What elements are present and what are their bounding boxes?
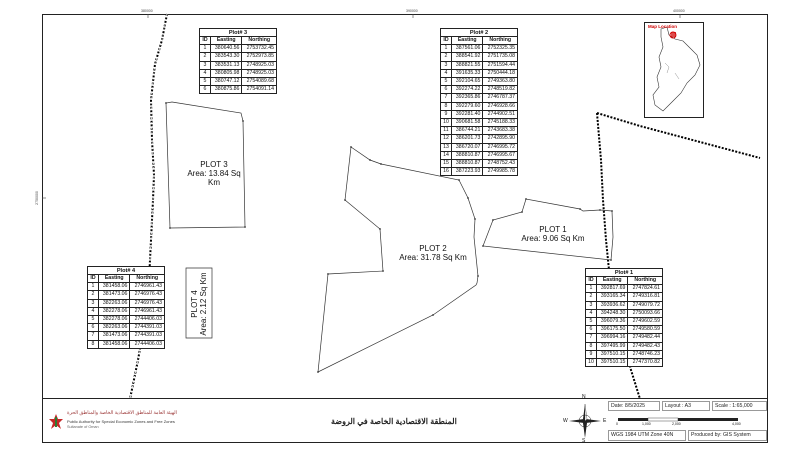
map-scale: Scale : 1:65,000 — [712, 401, 767, 411]
cell-northing: 2748925.03 — [242, 69, 277, 77]
cell-northing: 2748925.03 — [242, 61, 277, 69]
cell-northing: 2742895.90 — [483, 135, 518, 143]
cell-id: 5 — [200, 78, 211, 86]
table-row — [586, 309, 663, 317]
cell-easting: 392274.22 — [452, 86, 483, 94]
cell-easting: 381473.06 — [99, 291, 130, 299]
cell-id: 1 — [88, 283, 99, 291]
table-row — [441, 151, 518, 159]
table-row — [88, 332, 165, 340]
cell-id: 3 — [586, 301, 597, 309]
cell-id: 1 — [586, 285, 597, 293]
compass-s: S — [582, 438, 586, 444]
cell-northing: 2749316.81 — [628, 293, 663, 301]
cell-northing: 2744391.03 — [130, 332, 165, 340]
cell-easting: 383531.13 — [211, 61, 242, 69]
plot4-table — [87, 266, 165, 349]
grid-label-left: 2750000 — [34, 191, 39, 205]
cell-easting: 392279.60 — [452, 102, 483, 110]
cell-easting: 393165.34 — [597, 293, 628, 301]
table-row — [441, 78, 518, 86]
cell-northing: 2754089.68 — [242, 78, 277, 86]
cell-easting: 396079.36 — [597, 318, 628, 326]
table-row — [586, 285, 663, 293]
cell-northing: 2748752.43 — [483, 160, 518, 168]
cell-northing: 2748746.23 — [628, 350, 663, 358]
cell-id: 16 — [441, 168, 452, 176]
cell-id: 1 — [441, 45, 452, 53]
map-projection: WGS 1984 UTM Zone 40N — [608, 430, 686, 441]
table-row — [200, 45, 277, 53]
cell-northing: 2743683.38 — [483, 127, 518, 135]
grid-label-top: 400000 — [673, 9, 685, 13]
table-row — [441, 143, 518, 151]
north-arrow — [563, 394, 607, 444]
cell-northing: 2744406.03 — [130, 316, 165, 324]
col-northing: Northing — [483, 37, 518, 45]
cell-easting: 381458.06 — [99, 340, 130, 348]
cell-northing: 2748519.82 — [483, 86, 518, 94]
plot2-caption: Plot# 2 — [440, 28, 518, 36]
cell-northing: 2750093.66 — [628, 309, 663, 317]
cell-id: 8 — [441, 102, 452, 110]
cell-id: 8 — [586, 342, 597, 350]
table-row — [441, 127, 518, 135]
plot3-caption: Plot# 3 — [199, 28, 277, 36]
scale-tick: 4,000 — [732, 422, 741, 426]
plot1-area: Area: 9.06 Sq Km — [521, 234, 585, 243]
cell-northing: 2749602.59 — [628, 318, 663, 326]
plot2-area: Area: 31.78 Sq Km — [399, 253, 467, 262]
table-row — [586, 318, 663, 326]
cell-northing: 2751594.44 — [483, 61, 518, 69]
cell-northing: 2749580.59 — [628, 326, 663, 334]
cell-id: 12 — [441, 135, 452, 143]
grid-label-top: 390000 — [406, 9, 418, 13]
plot1-caption: Plot# 1 — [585, 268, 663, 276]
col-id: ID — [200, 37, 211, 45]
compass-w: W — [563, 418, 568, 424]
table-row — [88, 340, 165, 348]
cell-northing: 2751735.08 — [483, 53, 518, 61]
cell-northing: 2749363.80 — [483, 78, 518, 86]
plot2-table — [440, 28, 518, 176]
cell-easting: 388541.92 — [452, 53, 483, 61]
cell-northing: 2746928.66 — [483, 102, 518, 110]
cell-id: 3 — [88, 299, 99, 307]
cell-id: 15 — [441, 160, 452, 168]
cell-id: 6 — [200, 86, 211, 94]
grid-label-top: 380000 — [141, 9, 153, 13]
compass-n: N — [582, 394, 586, 400]
map-layout: Layout : A3 — [662, 401, 710, 411]
cell-id: 13 — [441, 143, 452, 151]
map-title-ar: المنطقة الاقتصادية الخاصة في الروضة — [331, 417, 457, 426]
cell-easting: 387561.06 — [452, 45, 483, 53]
cell-id: 4 — [88, 307, 99, 315]
col-easting: Easting — [597, 277, 628, 285]
cell-id: 6 — [441, 86, 452, 94]
cell-easting: 388810.87 — [452, 151, 483, 159]
plot1-table — [585, 268, 663, 367]
table-row — [586, 326, 663, 334]
plot3-name: PLOT 3 — [200, 160, 228, 169]
cell-id: 5 — [441, 78, 452, 86]
location-inset-map — [644, 22, 704, 118]
table-row — [441, 102, 518, 110]
cell-northing: 2753732.45 — [242, 45, 277, 53]
table-row — [586, 334, 663, 342]
cell-id: 2 — [88, 291, 99, 299]
map-produced-by: Produced by: GIS System — [688, 430, 767, 441]
cell-easting: 392817.69 — [597, 285, 628, 293]
table-row — [200, 78, 277, 86]
cell-northing: 2746961.43 — [130, 283, 165, 291]
org-country: Sultanate of Oman — [67, 425, 99, 429]
table-row — [88, 291, 165, 299]
org-name-en: Public Authority for Special Economic Zones and Free Zones — [67, 419, 175, 424]
table-row — [586, 350, 663, 358]
plot4-label — [190, 269, 208, 339]
cell-id: 4 — [200, 69, 211, 77]
col-id: ID — [441, 37, 452, 45]
table-row — [441, 53, 518, 61]
col-easting: Easting — [99, 275, 130, 283]
cell-id: 2 — [586, 293, 597, 301]
col-id: ID — [586, 277, 597, 285]
cell-easting: 388821.55 — [452, 61, 483, 69]
cell-id: 2 — [441, 53, 452, 61]
cell-easting: 393936.62 — [597, 301, 628, 309]
cell-northing: 2746961.43 — [130, 307, 165, 315]
cell-northing: 2745188.33 — [483, 119, 518, 127]
cell-id: 6 — [88, 324, 99, 332]
scale-tick: 1,000 — [642, 422, 651, 426]
cell-easting: 382263.06 — [99, 299, 130, 307]
plot3-table — [199, 28, 277, 94]
cell-easting: 383543.30 — [211, 53, 242, 61]
table-row — [88, 299, 165, 307]
cell-northing: 2747370.82 — [628, 359, 663, 367]
cell-id: 4 — [586, 309, 597, 317]
table-row — [200, 53, 277, 61]
cell-id: 4 — [441, 69, 452, 77]
table-row — [88, 283, 165, 291]
cell-easting: 391635.33 — [452, 69, 483, 77]
table-row — [586, 342, 663, 350]
cell-northing: 2749482.43 — [628, 342, 663, 350]
cell-northing: 2749482.44 — [628, 334, 663, 342]
plot2-name: PLOT 2 — [419, 244, 447, 253]
table-row — [586, 359, 663, 367]
org-name-ar: الهيئة العامة للمناطق الاقتصادية الخاصة والمناطق الحرة — [67, 411, 177, 416]
map-date: Date: 8/5/2025 — [608, 401, 660, 411]
cell-northing: 2752325.35 — [483, 45, 518, 53]
oman-emblem-icon — [48, 413, 64, 431]
table-row — [441, 94, 518, 102]
cell-easting: 394248.30 — [597, 309, 628, 317]
cell-id: 3 — [441, 61, 452, 69]
col-id: ID — [88, 275, 99, 283]
cell-easting: 387223.93 — [452, 168, 483, 176]
cell-easting: 381473.06 — [99, 332, 130, 340]
cell-northing: 2749985.78 — [483, 168, 518, 176]
plot3-label — [184, 160, 244, 187]
col-easting: Easting — [452, 37, 483, 45]
cell-northing: 2746995.67 — [483, 151, 518, 159]
table-row — [441, 119, 518, 127]
plot3-area: Area: 13.84 Sq Km — [187, 169, 241, 187]
cell-id: 5 — [586, 318, 597, 326]
cell-easting: 386201.73 — [452, 135, 483, 143]
table-row — [441, 86, 518, 94]
cell-id: 7 — [441, 94, 452, 102]
table-row — [441, 61, 518, 69]
table-row — [200, 69, 277, 77]
cell-easting: 382278.06 — [99, 307, 130, 315]
cell-easting: 397510.15 — [597, 359, 628, 367]
cell-northing: 2746976.43 — [130, 299, 165, 307]
compass-e: E — [603, 418, 607, 424]
plot2-label — [393, 244, 473, 262]
cell-northing: 2747824.61 — [628, 285, 663, 293]
cell-id: 6 — [586, 326, 597, 334]
table-row — [88, 307, 165, 315]
cell-easting: 386744.21 — [452, 127, 483, 135]
table-row — [88, 316, 165, 324]
cell-id: 7 — [88, 332, 99, 340]
cell-northing: 2754091.14 — [242, 86, 277, 94]
table-row — [200, 86, 277, 94]
cell-northing: 2744902.51 — [483, 110, 518, 118]
cell-id: 5 — [88, 316, 99, 324]
cell-id: 9 — [441, 110, 452, 118]
cell-id: 11 — [441, 127, 452, 135]
cell-easting: 392281.40 — [452, 110, 483, 118]
scale-tick: 2,000 — [672, 422, 681, 426]
cell-easting: 380875.86 — [211, 86, 242, 94]
oman-outline — [645, 23, 703, 117]
location-map-label: Map Location — [648, 24, 677, 29]
cell-northing: 2746976.43 — [130, 291, 165, 299]
cell-northing: 2752973.85 — [242, 53, 277, 61]
col-easting: Easting — [211, 37, 242, 45]
plot4-caption: Plot# 4 — [87, 266, 165, 274]
cell-easting: 397510.15 — [597, 350, 628, 358]
cell-easting: 396994.16 — [597, 334, 628, 342]
cell-northing: 2750444.18 — [483, 69, 518, 77]
cell-northing: 2744406.03 — [130, 340, 165, 348]
table-row — [586, 301, 663, 309]
cell-id: 10 — [586, 359, 597, 367]
col-northing: Northing — [130, 275, 165, 283]
cell-easting: 388810.87 — [452, 160, 483, 168]
cell-id: 3 — [200, 61, 211, 69]
cell-id: 8 — [88, 340, 99, 348]
col-northing: Northing — [242, 37, 277, 45]
compass-rose-icon — [565, 400, 605, 442]
scale-bar — [608, 413, 765, 427]
cell-easting: 380747.12 — [211, 78, 242, 86]
table-row — [441, 160, 518, 168]
cell-easting: 380805.98 — [211, 69, 242, 77]
plot4-name: PLOT 4 — [190, 290, 199, 318]
scale-tick: 0 — [616, 422, 618, 426]
table-row — [200, 61, 277, 69]
map-footer — [42, 394, 768, 444]
cell-northing: 2746995.72 — [483, 143, 518, 151]
cell-id: 1 — [200, 45, 211, 53]
org-logo-block — [43, 399, 177, 443]
plot1-label — [518, 225, 588, 243]
cell-easting: 386720.07 — [452, 143, 483, 151]
cell-northing: 2746787.37 — [483, 94, 518, 102]
table-row — [88, 324, 165, 332]
cell-easting: 381458.06 — [99, 283, 130, 291]
table-row — [441, 45, 518, 53]
cell-easting: 396175.50 — [597, 326, 628, 334]
plot4-area: Area: 2.12 Sq Km — [199, 272, 208, 336]
cell-id: 2 — [200, 53, 211, 61]
cell-id: 9 — [586, 350, 597, 358]
cell-id: 7 — [586, 334, 597, 342]
map-info-box — [608, 399, 769, 443]
table-row — [441, 135, 518, 143]
cell-id: 14 — [441, 151, 452, 159]
cell-easting: 382278.06 — [99, 316, 130, 324]
col-northing: Northing — [628, 277, 663, 285]
cell-northing: 2749079.72 — [628, 301, 663, 309]
table-row — [441, 168, 518, 176]
railway-line-right — [597, 113, 760, 158]
table-row — [586, 293, 663, 301]
cell-id: 10 — [441, 119, 452, 127]
cell-easting: 380640.56 — [211, 45, 242, 53]
cell-northing: 2744391.03 — [130, 324, 165, 332]
cell-easting: 392104.65 — [452, 78, 483, 86]
cell-easting: 382263.06 — [99, 324, 130, 332]
table-row — [441, 69, 518, 77]
plot1-name: PLOT 1 — [539, 225, 567, 234]
cell-easting: 397495.99 — [597, 342, 628, 350]
cell-easting: 392365.86 — [452, 94, 483, 102]
table-row — [441, 110, 518, 118]
cell-easting: 390681.58 — [452, 119, 483, 127]
